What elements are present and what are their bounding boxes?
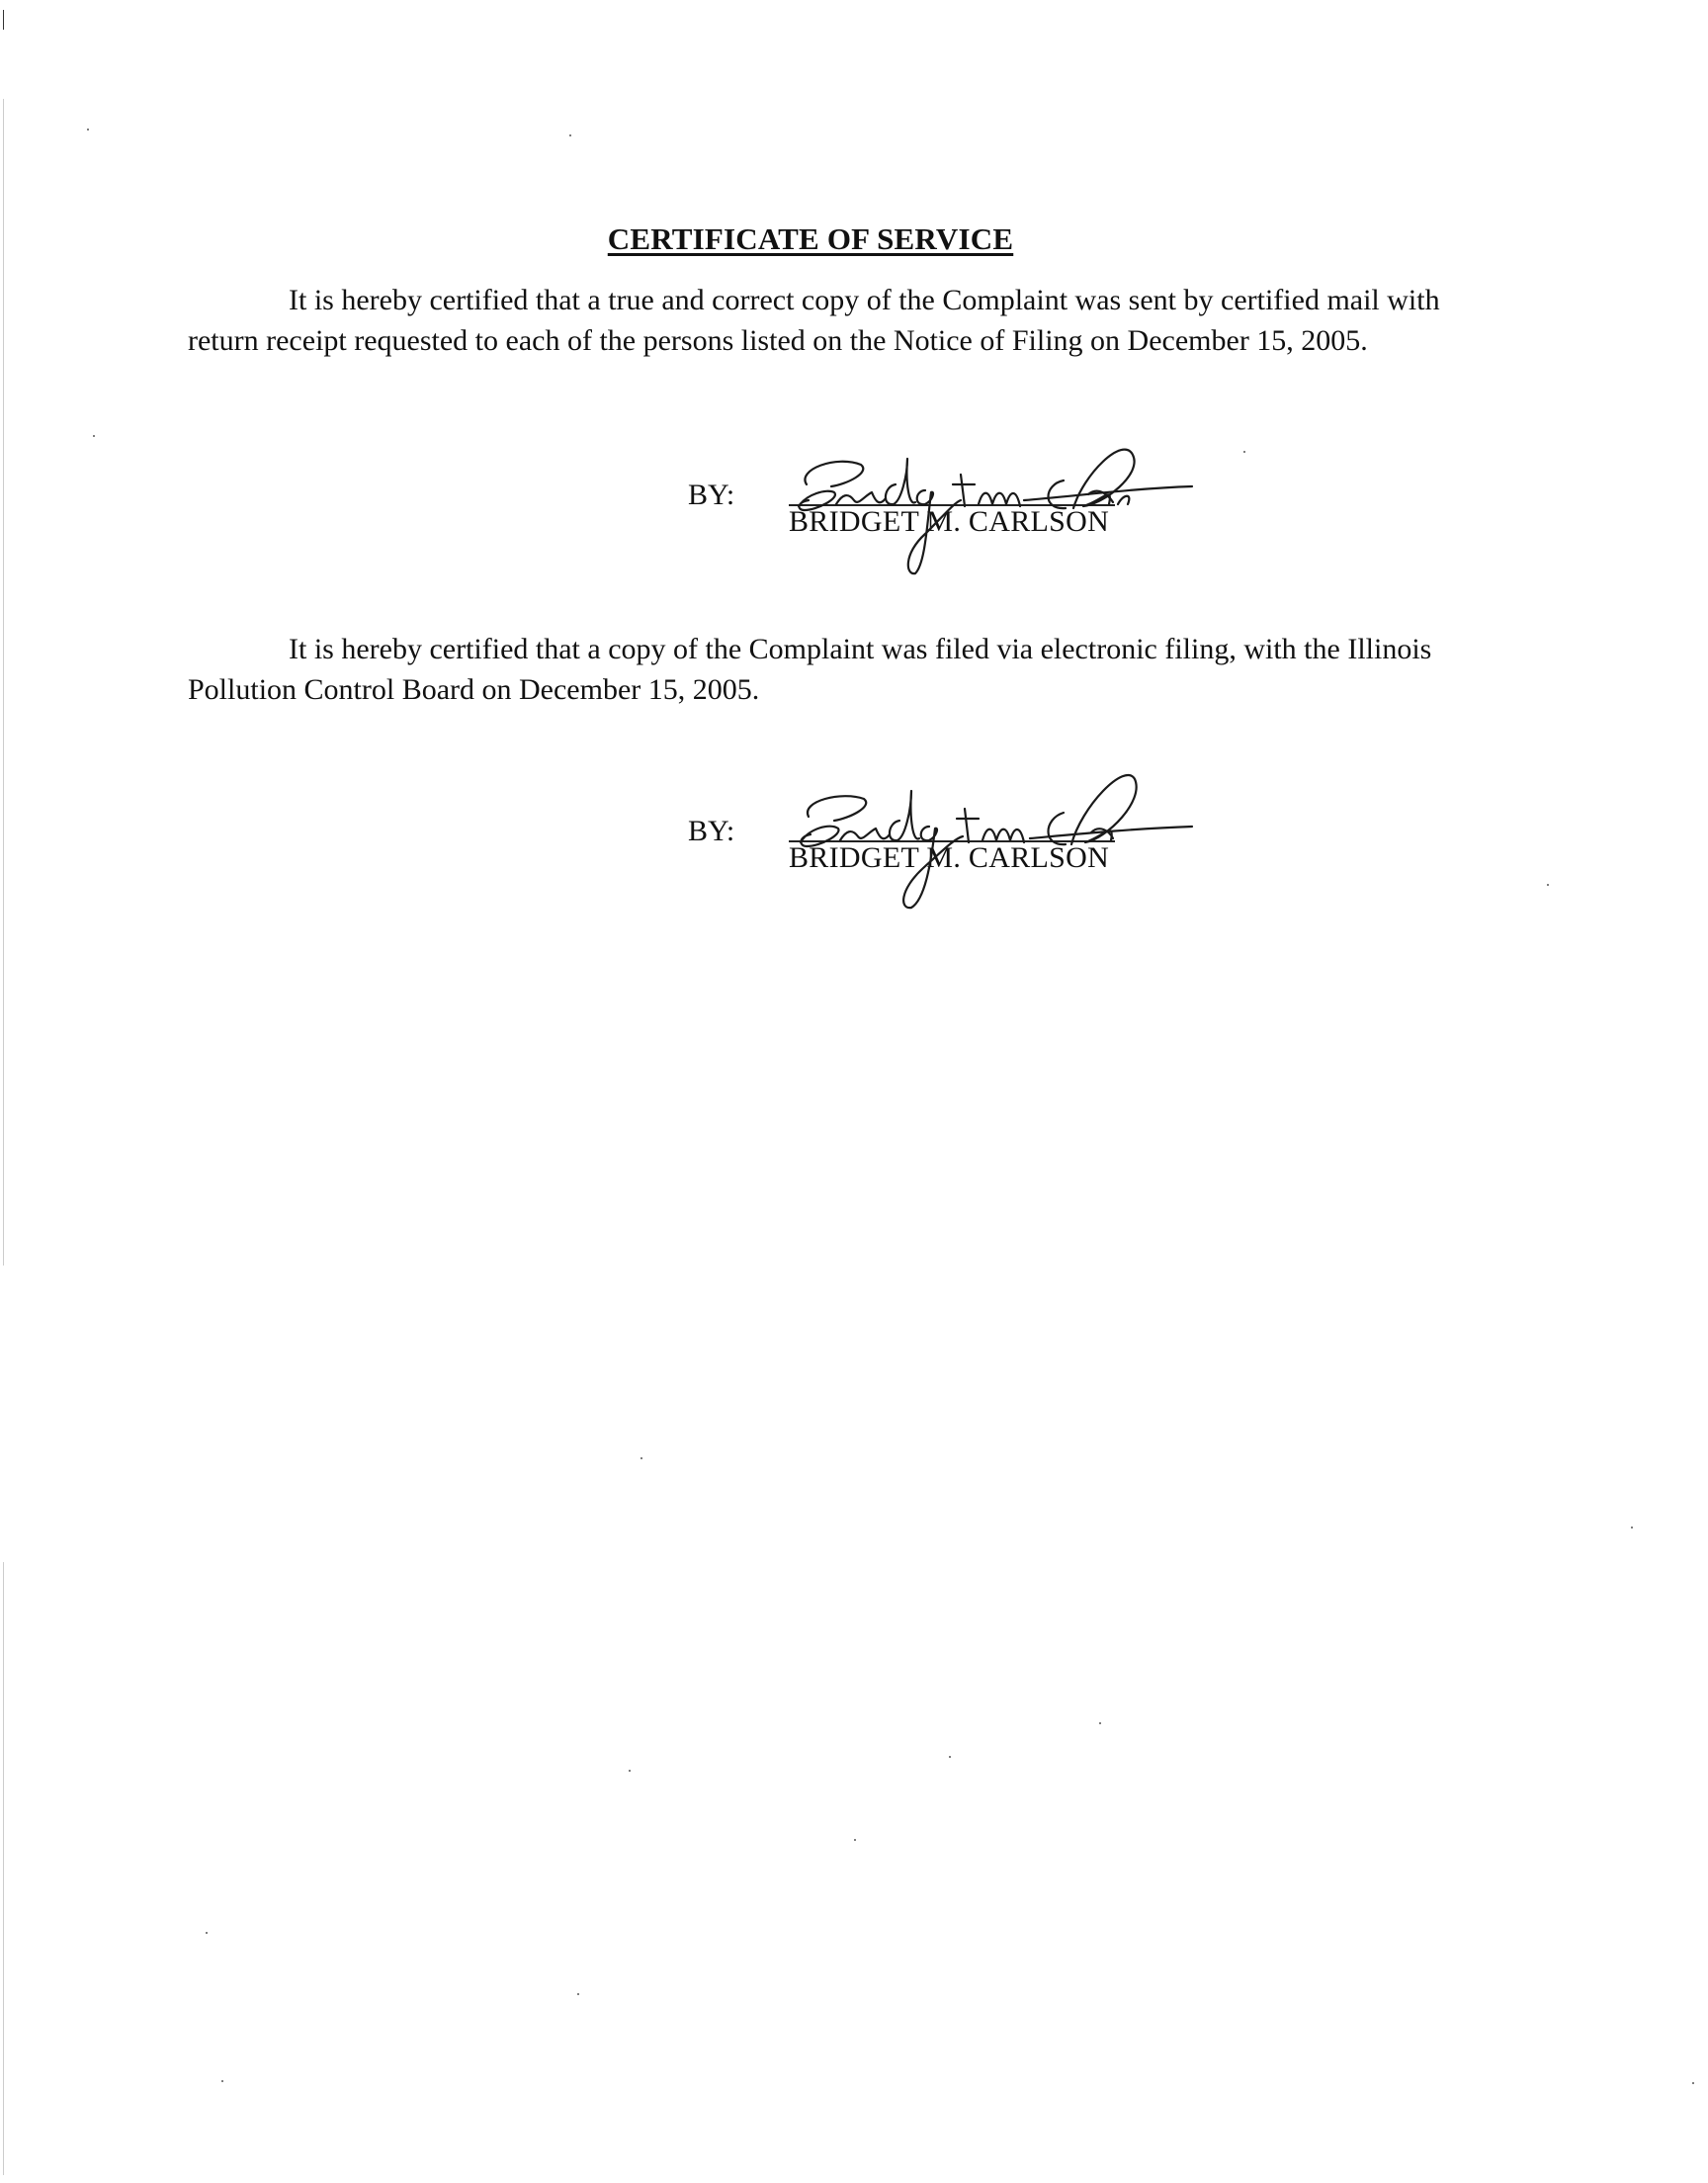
certificate-paragraph-mail: It is hereby certified that a true and correct copy of the Complaint was sent by certified mail with return receipt requested to each of the persons listed on the Notice of Filing on December 15, 2005. bbox=[188, 284, 1440, 357]
scan-speck bbox=[569, 134, 571, 136]
scan-speck bbox=[93, 435, 95, 437]
scan-speck bbox=[629, 1770, 631, 1772]
signer-name: BRIDGET M. CARLSON bbox=[789, 505, 1110, 538]
scan-speck bbox=[640, 1457, 642, 1459]
scan-speck bbox=[577, 1993, 579, 1995]
signature-block bbox=[682, 751, 1275, 929]
handwritten-signature bbox=[777, 415, 1192, 583]
scan-speck bbox=[1547, 884, 1549, 886]
scan-speck bbox=[1243, 451, 1245, 453]
certificate-paragraph-efiling: It is hereby certified that a copy of the Complaint was filed via electronic filing, with the Illinois Pollution Control Board on December 15, 2005. bbox=[188, 633, 1432, 706]
scan-edge-mark bbox=[3, 1562, 4, 2175]
scan-speck bbox=[206, 1932, 208, 1934]
page-title: CERTIFICATE OF SERVICE bbox=[607, 220, 1014, 256]
signature-block bbox=[682, 415, 1275, 593]
signer-name: BRIDGET M. CARLSON bbox=[789, 841, 1110, 874]
scan-edge-mark bbox=[3, 10, 4, 30]
scan-speck bbox=[221, 2080, 223, 2082]
scan-speck bbox=[949, 1756, 951, 1758]
by-label: BY: bbox=[688, 815, 735, 847]
by-label: BY: bbox=[688, 479, 735, 511]
scan-speck bbox=[1692, 2082, 1694, 2084]
scan-speck bbox=[1631, 1527, 1633, 1528]
handwritten-signature bbox=[777, 751, 1192, 919]
scan-edge-mark bbox=[3, 99, 4, 1266]
scan-speck bbox=[87, 129, 89, 131]
scan-speck bbox=[1099, 1722, 1101, 1724]
scan-speck bbox=[854, 1839, 856, 1841]
